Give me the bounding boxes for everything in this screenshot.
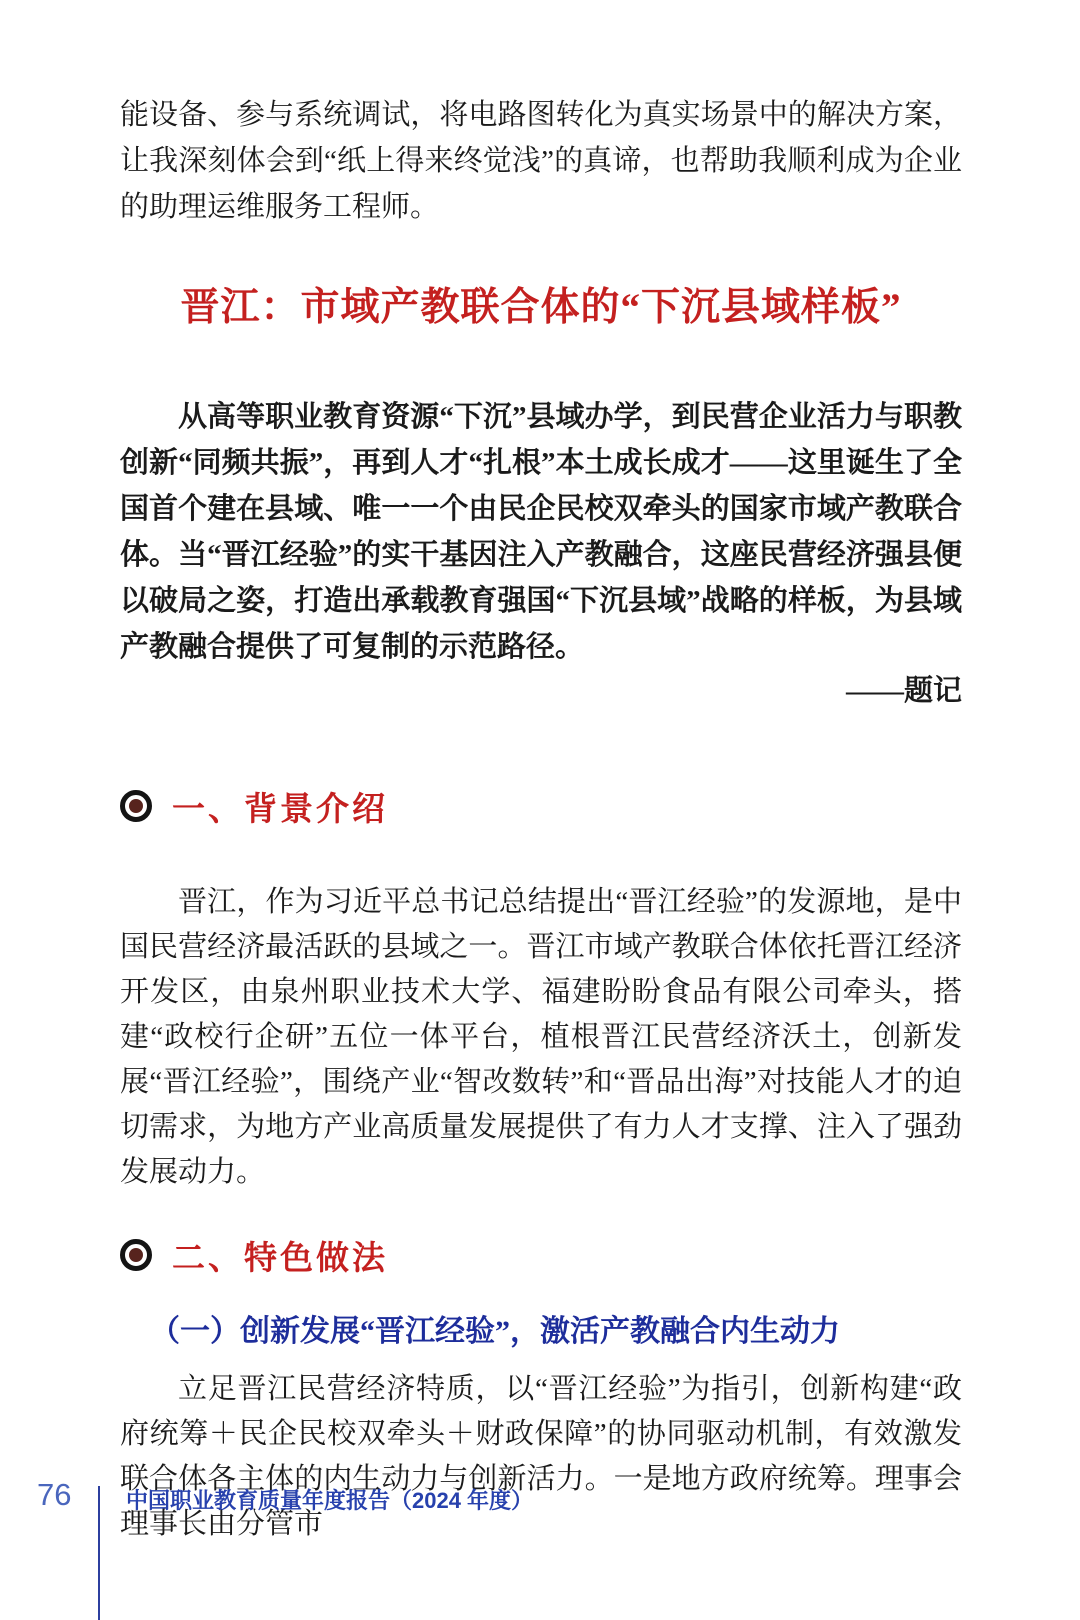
section-heading-background	[120, 784, 962, 828]
bullseye-icon-core	[129, 1248, 143, 1262]
epigraph-attribution: ——题记	[845, 675, 962, 707]
footer-report-title: 中国职业教育质量年度报告（2024 年度）	[126, 1488, 534, 1513]
continuation-paragraph: 能设备、参与系统调试，将电路图转化为真实场景中的解决方案，让我深刻体会到“纸上得来终觉浅”的真谛，也帮助我顺利成为企业的助理运维服务工程师。	[120, 99, 962, 223]
bullseye-icon	[120, 790, 152, 822]
epigraph-text: 从高等职业教育资源“下沉”县域办学，到民营企业活力与职教创新“同频共振”，再到人才“扎根”本土成长成才——这里诞生了全国首个建在县域、唯一一个由民企民校双牵头的国家市域产教联合体。当“晋江经验”的实干基因注入产教融合，这座民营经济强县便以破局之姿，打造出承载教育强国“下沉县域”战略的样板，为县域产教融合提供了可复制的示范路径。	[120, 401, 962, 663]
section-heading-practices	[120, 1233, 962, 1277]
page-number: 76	[37, 1477, 72, 1512]
section-background-paragraph: 晋江，作为习近平总书记总结提出“晋江经验”的发源地，是中国民营经济最活跃的县域之一。晋江市域产教联合体依托晋江经济开发区，由泉州职业技术大学、福建盼盼食品有限公司牵头，搭建“政校行企研”五位一体平台，植根晋江民营经济沃土，创新发展“晋江经验”，围绕产业“智改数转”和“晋品出海”对技能人才的迫切需求，为地方产业高质量发展提供了有力人才支撑、注入了强劲发展动力。	[120, 886, 962, 1188]
section-heading-label: 二、特色做法	[172, 1238, 388, 1276]
article-title: 晋江：市域产教联合体的“下沉县域样板”	[180, 286, 902, 329]
page-content	[120, 0, 962, 1547]
section-heading-label: 一、背景介绍	[172, 789, 388, 827]
section-practices-paragraph: 立足晋江民营经济特质，以“晋江经验”为指引，创新构建“政府统筹＋民企民校双牵头＋财政保障”的协同驱动机制，有效激发联合体各主体的内生动力与创新活力。一是地方政府统筹。理事会理事长由分管市	[120, 1373, 962, 1540]
bullseye-icon	[120, 1239, 152, 1271]
subsection-heading: （一）创新发展“晋江经验”，激活产教融合内生动力	[150, 1315, 840, 1348]
footer-divider	[98, 1486, 100, 1620]
bullseye-icon-core	[129, 799, 143, 813]
